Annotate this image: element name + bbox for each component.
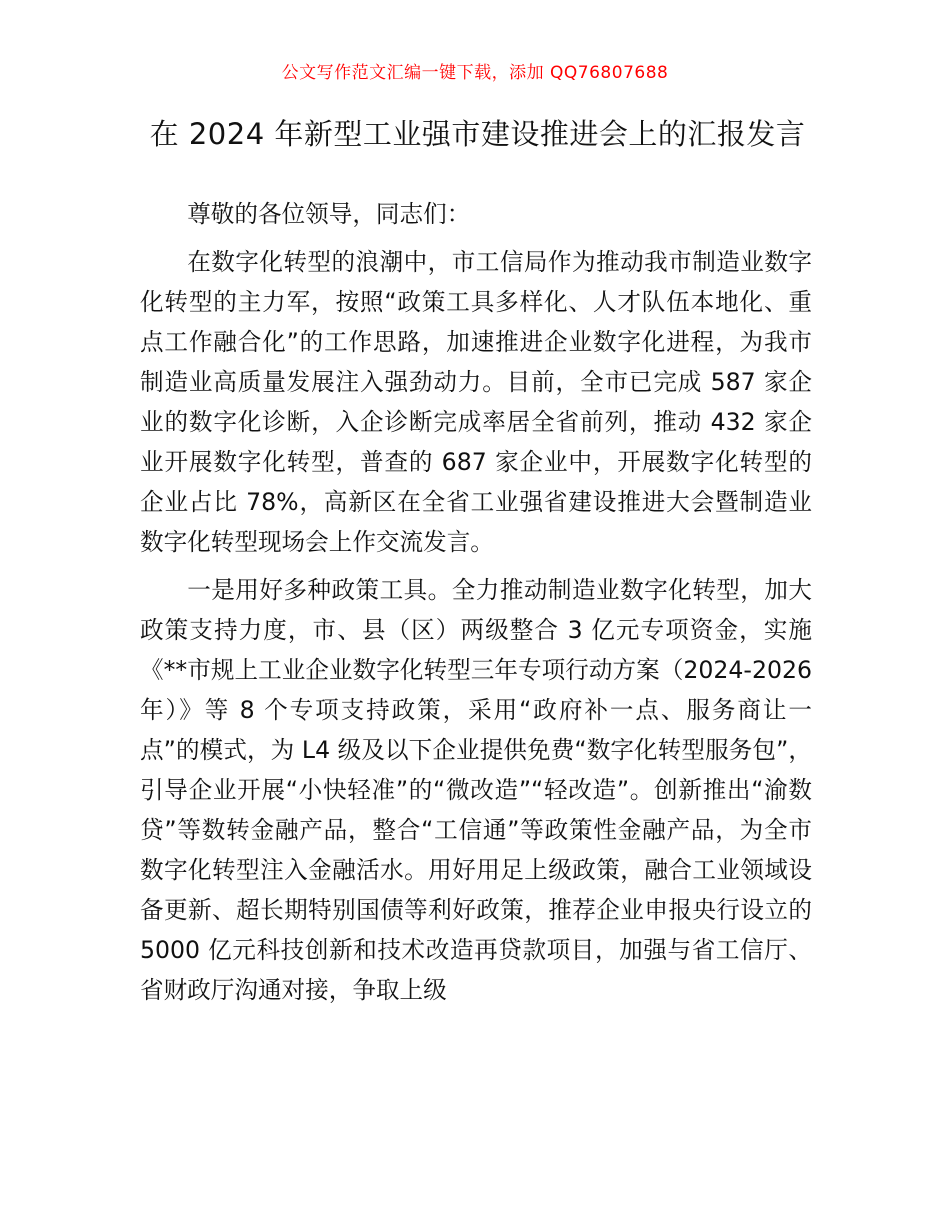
salutation: 尊敬的各位领导，同志们： [187,200,471,228]
document-body [140,194,812,1018]
paragraph-policy-tools: 一是用好多种政策工具。全力推动制造业数字化转型，加大政策支持力度，市、县（区）两级整合 3 亿元专项资金，实施《**市规上工业企业数字化转型三年专项行动方案（2024-2026 年）》等 8 个专项支持政策，采用“政府补一点、服务商让一点”的模式，为 L4 级及以下企业提供免费“数字化转型服务包”，引导企业开展“小快轻准”的“微改造”“轻改造”。创新推出“渝数贷”等数转金融产品，整合“工信通”等政策性金融产品，为全市数字化转型注入金融活水。用好用足上级政策，融合工业领域设备更新、超长期特别国债等利好政策，推荐企业申报央行设立的 5000 亿元科技创新和技术改造再贷款项目，加强与省工信厅、省财政厅沟通对接，争取上级 [140,576,812,1004]
download-promo-note: 公文写作范文汇编一键下载，添加 QQ76807688 [281,63,669,83]
document-title: 在 2024 年新型工业强市建设推进会上的汇报发言 [149,117,806,151]
paragraph-intro: 在数字化转型的浪潮中，市工信局作为推动我市制造业数字化转型的主力军，按照“政策工具多样化、人才队伍本地化、重点工作融合化”的工作思路，加速推进企业数字化进程，为我市制造业高质量发展注入强劲动力。目前，全市已完成 587 家企业的数字化诊断，入企诊断完成率居全省前列，推动 432 家企业开展数字化转型，普查的 687 家企业中，开展数字化转型的企业占比 78%，高新区在全省工业强省建设推进大会暨制造业数字化转型现场会上作交流发言。 [140,248,812,556]
